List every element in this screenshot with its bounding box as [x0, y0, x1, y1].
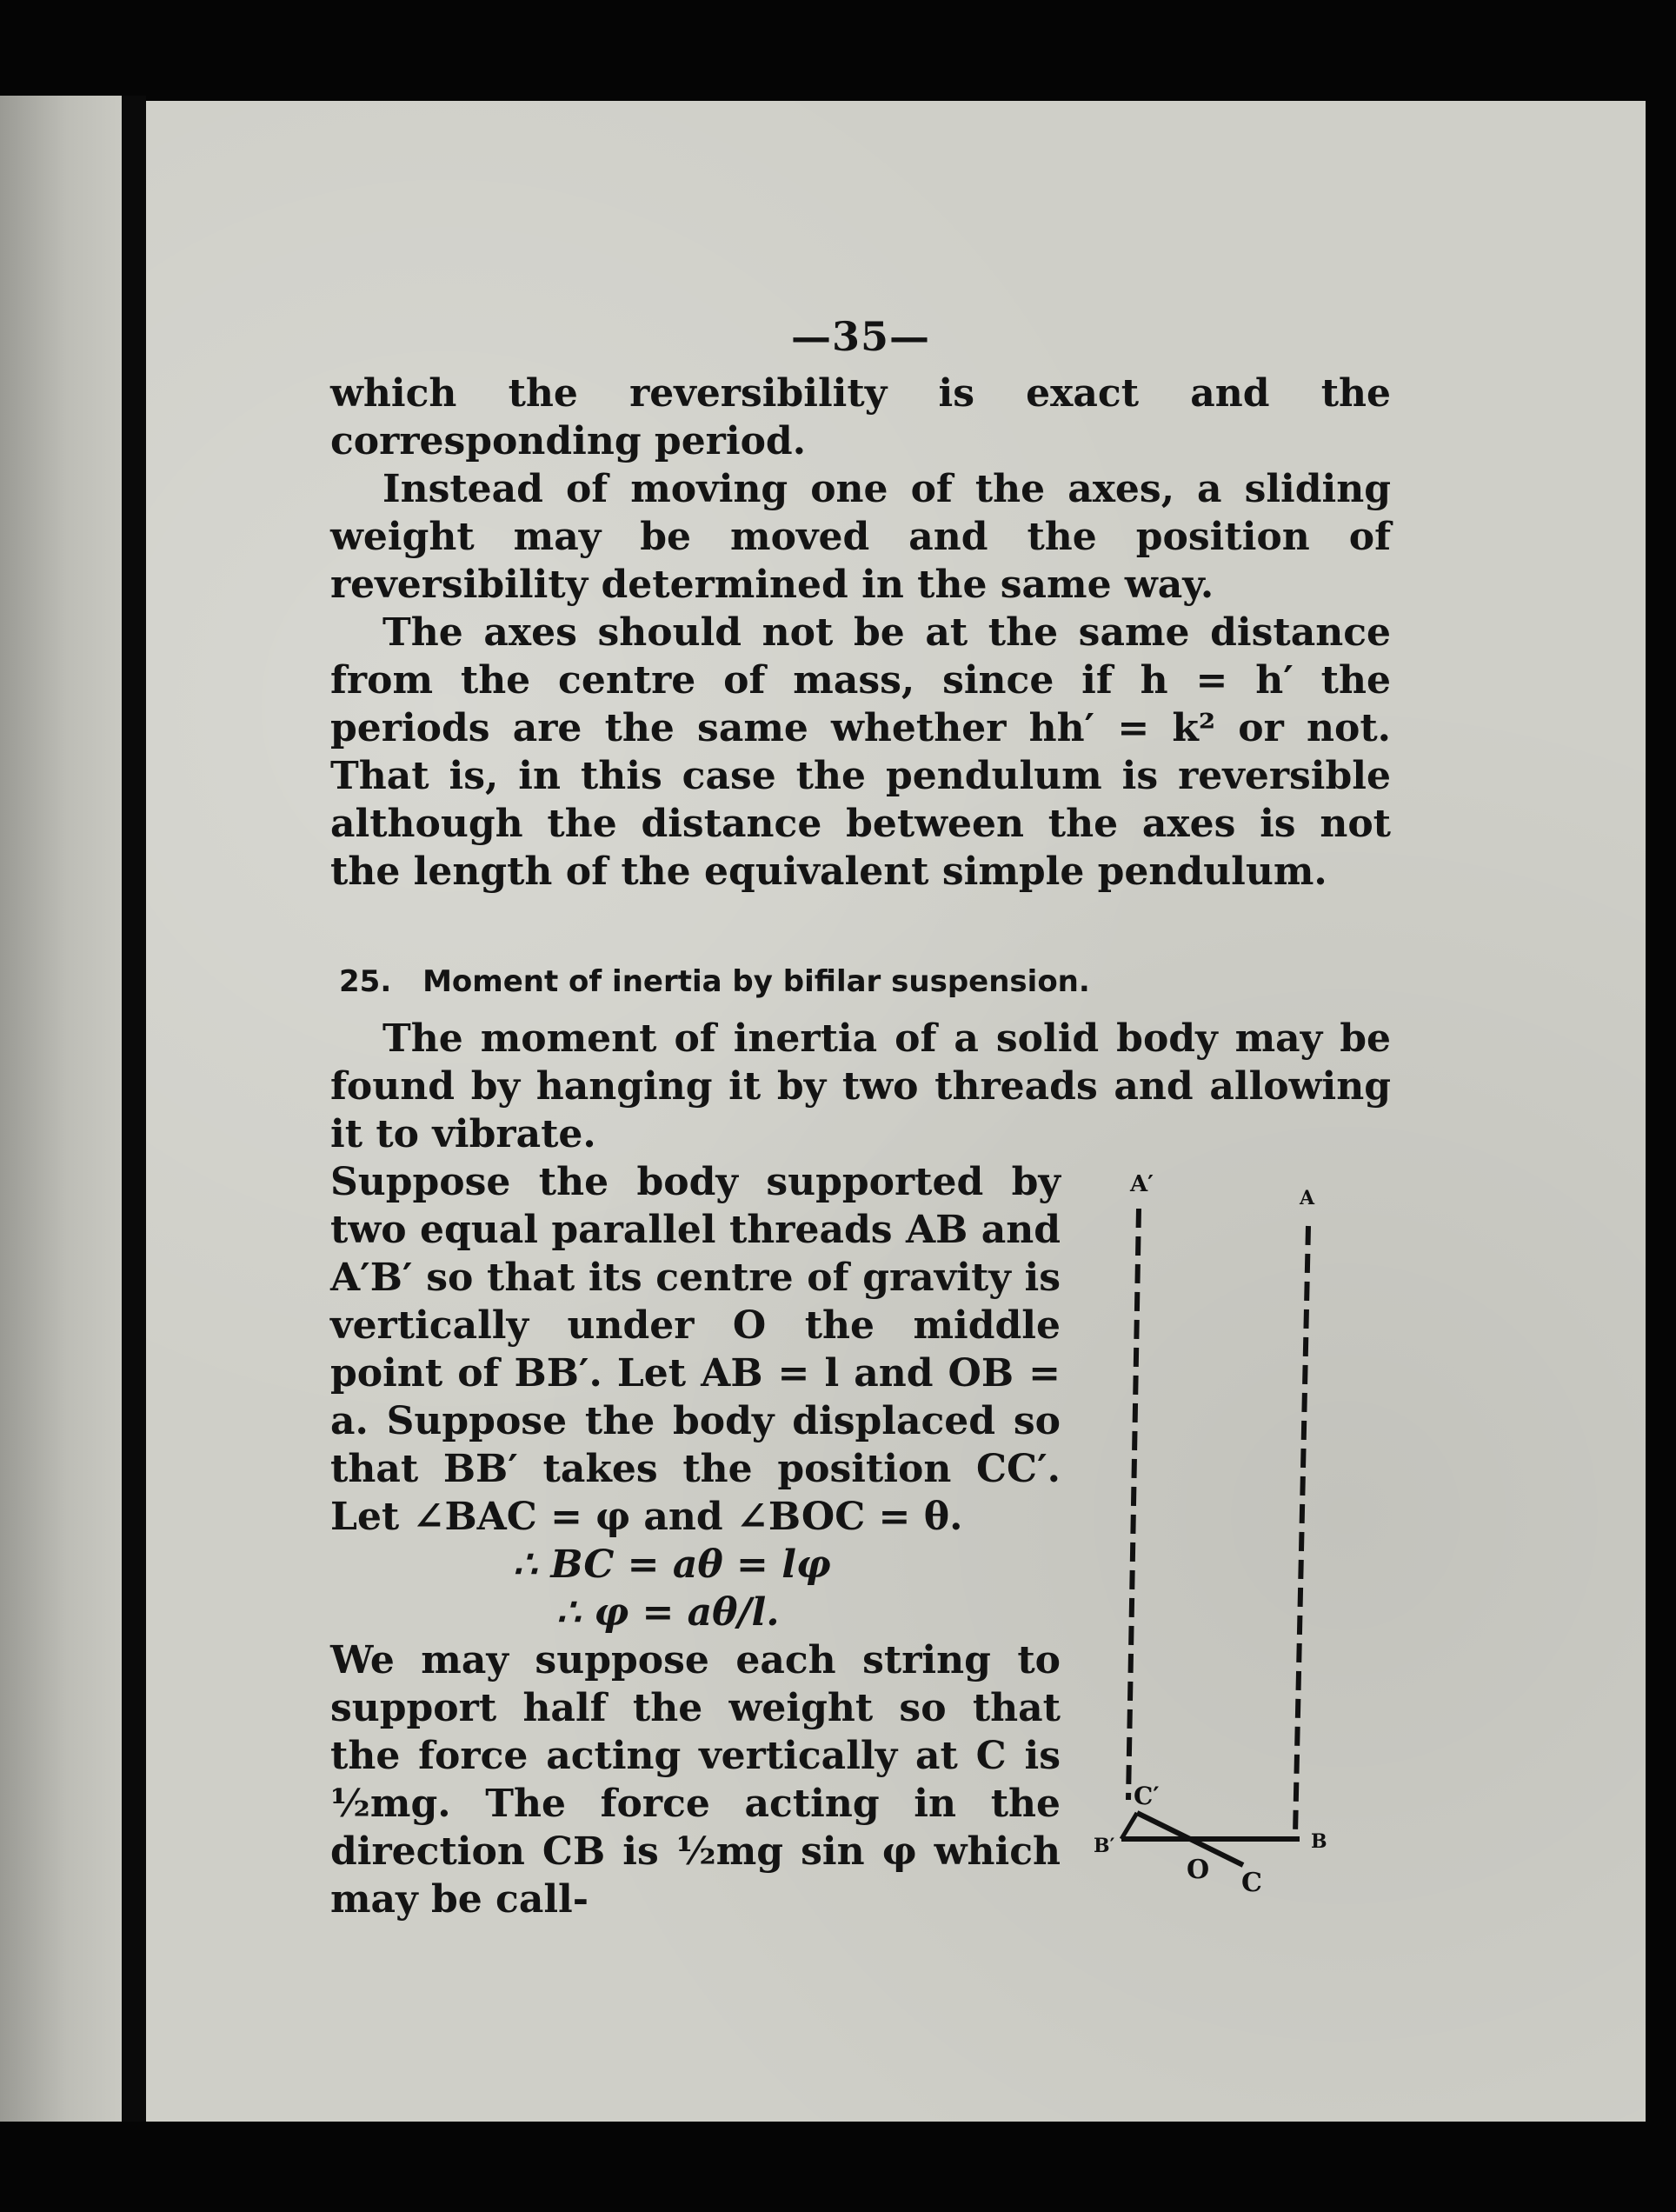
label-c-prime: C′ — [1134, 1782, 1160, 1810]
bifilar-diagram — [1087, 1156, 1347, 1922]
paragraph-setup: Suppose the body supported by two equal parallel threads AB and A′B′ so that its centre of gravity is vertically under O the middle point of BB′. Let AB = l and OB = a. Suppose the body displaced so that BB′ takes the position CC′. Let ∠BAC = φ and ∠BOC = θ. — [330, 1160, 1061, 1539]
right-border — [1646, 96, 1676, 2122]
left-page-edge — [0, 96, 122, 2122]
section-title: Moment of inertia by bifilar suspension. — [422, 964, 1090, 999]
page-number: —35— — [790, 313, 930, 360]
equation-bc: ∴ BC = aθ = lφ — [513, 1542, 831, 1587]
section-number: 25. — [339, 964, 392, 999]
thread-a — [1295, 1226, 1308, 1835]
thread-a-prime — [1128, 1209, 1139, 1800]
segment-b-prime-c-prime — [1121, 1813, 1137, 1839]
paragraph-intro: The moment of inertia of a solid body may be found by hanging it by two threads and allowing it to vibrate. — [330, 1016, 1391, 1156]
label-a: A — [1300, 1187, 1315, 1209]
label-o: O — [1187, 1855, 1210, 1885]
label-b-prime: B′ — [1094, 1835, 1115, 1857]
label-a-prime: A′ — [1130, 1171, 1154, 1197]
book-gutter — [122, 96, 146, 2122]
paragraph-axes-distance: The axes should not be at the same distance from the centre of mass, since if h = h′ the periods are the same whether hh′ = k² or not. That is, in this case the pendulum is reversible although the distance between the axes is not the length of the equivalent simple pendulum. — [330, 610, 1391, 894]
label-b: B — [1311, 1830, 1327, 1853]
paragraph-sliding-weight: Instead of moving one of the axes, a sliding weight may be moved and the position of reversibility determined in the same way. — [330, 467, 1391, 607]
equation-phi: ∴ φ = aθ/l. — [556, 1590, 780, 1635]
paragraph-weight: We may suppose each string to support half the weight so that the force acting vertically at C is ½mg. The force acting in the direction CB is ½mg sin φ which may be call- — [330, 1638, 1061, 1922]
paragraph-continuation: which the reversibility is exact and the corresponding period. — [330, 371, 1391, 463]
section-heading — [339, 958, 1391, 1006]
label-c: C — [1241, 1868, 1262, 1898]
